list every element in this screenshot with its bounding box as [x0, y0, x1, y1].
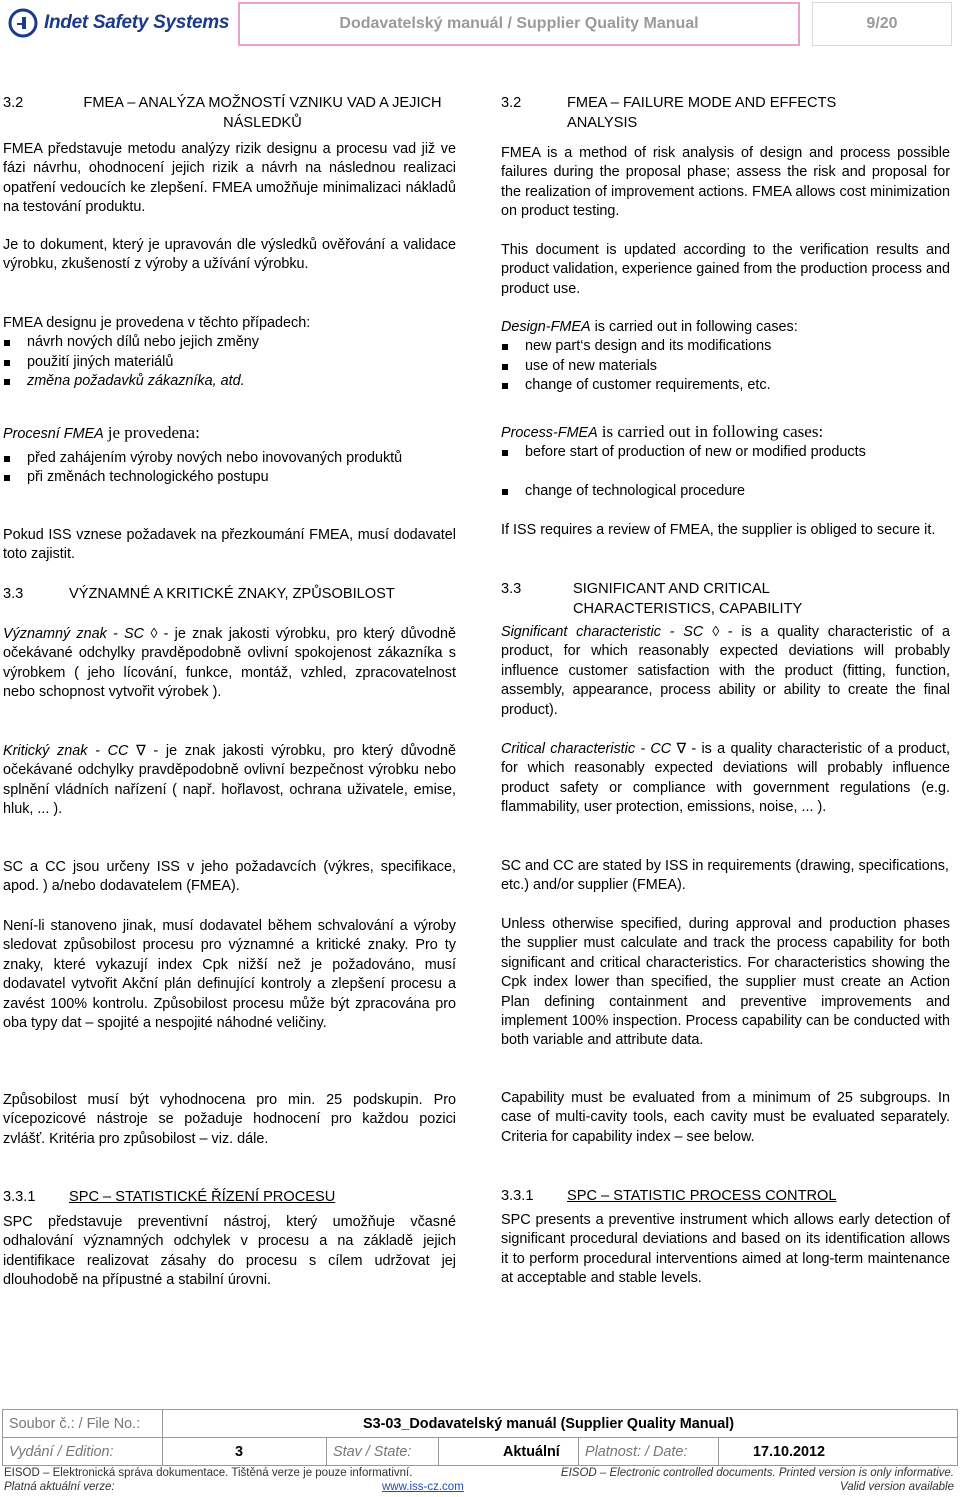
- process-fmea-list: [501, 443, 950, 502]
- paragraph-fmea-intro: FMEA představuje metodu analýzy rizik designu a procesu vad již ve fázi návrhu, ohodnocení jejich rizik a návrh na následnou realizaci opatření vedoucích ke zlepšení. FMEA umožňuje minimalizaci nákladů na testování produktu.: [3, 141, 456, 216]
- paragraph-document-update: This document is updated according to the verification results and product validation, experience gained from the production process and product use.: [501, 242, 950, 297]
- design-fmea-intro: FMEA designu je provedena v těchto případech:: [3, 315, 311, 331]
- paragraph-sc-cc-stated: SC a CC jsou určeny ISS v jeho požadavcích (výkres, specifikace, apod. ) a/nebo dodavatelem (FMEA).: [3, 859, 456, 895]
- design-fmea-list: [3, 333, 456, 391]
- paragraph-significant-characteristic: Significant characteristic - SC ◊ - is a quality characteristic of a product, for which reasonably expected deviations will probably influence customer satisfaction with the product (fitting, function, assembly, appearance, process ability or ability to create the final product).: [501, 624, 950, 718]
- section-3-3-heading: [3, 584, 456, 604]
- paragraph-iss-review: Pokud ISS vznese požadavek na přezkoumání FMEA, musí dodavatel toto zajistit.: [3, 527, 456, 563]
- section-title: VÝZNAMNÉ A KRITICKÉ ZNAKY, ZPŮSOBILOST: [69, 586, 395, 602]
- design-fmea-list: [501, 337, 950, 395]
- header-page-box: [812, 2, 952, 46]
- list-item: změna požadavků zákazníka, atd.: [3, 372, 456, 391]
- document-title: Dodavatelský manuál / Supplier Quality Manual: [339, 15, 699, 32]
- section-title: SIGNIFICANT AND CRITICAL CHARACTERISTICS, CAPABILITY: [573, 581, 803, 617]
- list-item: použití jiných materiálů: [3, 353, 456, 372]
- process-fmea-block: [3, 423, 456, 444]
- section-3-2-heading: [3, 93, 456, 133]
- file-label: Soubor č.: / File No.:: [3, 1410, 163, 1438]
- list-item: new part‘s design and its modifications: [501, 337, 950, 356]
- process-fmea-intro: Procesní FMEA je provedena:: [3, 423, 200, 442]
- file-value: S3-03_Dodavatelský manuál (Supplier Quality Manual): [163, 1410, 958, 1438]
- design-fmea-block: [501, 318, 950, 396]
- section-3-3-heading: [501, 579, 950, 619]
- paragraph-capability-tracking: Není-li stanoveno jinak, musí dodavatel během schvalování a výroby sledovat způsobilost procesu pro významné a kritické znaky. Pro ty znaky, které vykazují index Cpk nižší než je požadováno, musí dodavatel vytvořit Akční plán definující kontroly a zlepšení procesu a zavést 100% kontrolu. Způsobilost procesu může být zpracována pro oba typy dat – spojité a nespojité náhodné veličiny.: [3, 918, 456, 1032]
- list-item: before start of production of new or modified products: [501, 443, 950, 462]
- paragraph-critical-characteristic: Critical characteristic - CC ∇ - is a quality characteristic of a product, for which reasonably expected deviations will probably influence product safety or compliance with government regulations (e.g. flammability, user protection, emissions, noise, ... ).: [501, 741, 950, 816]
- edition-label: Vydání / Edition:: [3, 1438, 163, 1466]
- footer-note-english: EISOD – Electronic controlled documents. Printed version is only informative.: [560, 1467, 954, 1479]
- logo-text: Indet Safety Systems: [44, 12, 230, 33]
- paragraph-capability-tracking: Unless otherwise specified, during approval and production phases the supplier must calculate and track the process capability for both significant and critical characteristics. For characteristics showing the Cpk index lower than specified, the supplier must create an Action Plan defining containment and preventive improvements and implement 100% inspection. Process capability can be conducted with both variable and attribute data.: [501, 916, 950, 1049]
- paragraph-fmea-intro: FMEA is a method of risk analysis of design and process possible failures during the proposal phase; assess the risk and proposal for the realization of improvement actions. FMEA allows cost minimization on product testing.: [501, 145, 950, 220]
- section-3-2-heading: [501, 93, 950, 133]
- process-fmea-list: [3, 449, 423, 488]
- section-number: 3.3.1: [3, 1189, 36, 1205]
- paragraph-iss-review: If ISS requires a review of FMEA, the supplier is obliged to secure it.: [501, 522, 936, 538]
- page-number: 9/20: [866, 15, 898, 32]
- paragraph-capability-subgroups: Capability must be evaluated from a minimum of 25 subgroups. In case of multi-cavity tools, each cavity must be evaluated separately. Criteria for capability index – see below.: [501, 1090, 950, 1145]
- process-fmea-intro: Process-FMEA is carried out in following cases:: [501, 422, 824, 441]
- section-title: SPC – STATISTICKÉ ŘÍZENÍ PROCESU: [69, 1189, 336, 1205]
- paragraph-critical-characteristic: Kritický znak - CC ∇ - je znak jakosti výrobku, pro který důvodně očekávané odchylky pravděpodobně ovlivní bezpečnost výrobku nebo splnění vládních nařízení ( např. hořlavost, ochrana uživatele, emise, hluk, ... ).: [3, 743, 456, 818]
- company-logo: [2, 2, 232, 44]
- section-number: 3.2: [3, 95, 24, 111]
- section-number: 3.3: [3, 586, 24, 602]
- footer-table: [2, 1409, 958, 1466]
- footer-note-czech: EISOD – Elektronická správa dokumentace. Tištěná verze je pouze informativní.: [4, 1467, 413, 1479]
- state-value: Aktuální: [439, 1438, 579, 1466]
- paragraph-spc: SPC presents a preventive instrument which allows early detection of significant procedural deviations and based on its identification allows it to perform procedural interventions aimed at long-term maintenance at acceptable and stable levels.: [501, 1212, 950, 1287]
- section-3-3-1-heading: [501, 1186, 950, 1206]
- header-title-box: [238, 2, 800, 46]
- design-fmea-intro: Design-FMEA is carried out in following cases:: [501, 319, 798, 335]
- paragraph-significant-characteristic: Významný znak - SC ◊ - je znak jakosti výrobku, pro který důvodně očekávané odchylky pravděpodobně ovlivní spokojenost zákazníka s výrobkem ( jeho lícování, funkce, montáž, vzhled, zpracovatelnost nebo schopnost vytvořit výrobek ).: [3, 626, 456, 701]
- section-number: 3.3: [501, 581, 522, 597]
- section-number: 3.3.1: [501, 1188, 534, 1204]
- footer-valid-czech: Platná aktuální verze:: [4, 1481, 115, 1493]
- edition-value: 3: [163, 1438, 327, 1466]
- date-label: Platnost: / Date:: [579, 1438, 719, 1466]
- page-header: [2, 2, 952, 46]
- footer-link[interactable]: www.iss-cz.com: [382, 1481, 464, 1493]
- section-3-3-1-heading: [3, 1187, 456, 1207]
- design-fmea-block: [3, 314, 456, 392]
- section-number: 3.2: [501, 95, 522, 111]
- paragraph-capability-subgroups: Způsobilost musí být vyhodnocena pro min. 25 podskupin. Pro vícepozicové nástroje se požaduje hodnocení pro každou pozici zvlášť. Kritéria pro způsobilost – viz. dále.: [3, 1092, 456, 1147]
- paragraph-document-update: Je to dokument, který je upravován dle výsledků ověřování a validace výrobku, zkušeností z výroby a užívání výrobku.: [3, 237, 456, 273]
- logo-icon: [8, 8, 38, 38]
- section-title: FMEA – ANALÝZA MOŽNOSTÍ VZNIKU VAD A JEJICH NÁSLEDKŮ: [83, 95, 442, 131]
- section-title: SPC – STATISTIC PROCESS CONTROL: [567, 1188, 837, 1204]
- list-item: change of technological procedure: [501, 482, 950, 501]
- footer-valid-english: Valid version available: [839, 1481, 954, 1493]
- process-fmea-block: [501, 422, 950, 443]
- list-item: před zahájením výroby nových nebo inovovaných produktů: [3, 449, 423, 468]
- list-item: návrh nových dílů nebo jejich změny: [3, 333, 456, 352]
- date-value: 17.10.2012: [719, 1438, 958, 1466]
- list-item: při změnách technologického postupu: [3, 468, 423, 487]
- paragraph-spc: SPC představuje preventivní nástroj, který umožňuje včasné odhalování významných odchylek v procesu a na základě jejich identifikace realizovat zásahy do procesu s cílem udržovat jej dlouhodobě na přípustné a stabilní úrovni.: [3, 1214, 456, 1289]
- state-label: Stav / State:: [327, 1438, 439, 1466]
- list-item: change of customer requirements, etc.: [501, 376, 950, 395]
- section-title: FMEA – FAILURE MODE AND EFFECTS ANALYSIS: [567, 95, 837, 131]
- list-item: use of new materials: [501, 357, 950, 376]
- paragraph-sc-cc-stated: SC and CC are stated by ISS in requirements (drawing, specifications, etc.) and/or supplier (FMEA).: [501, 858, 949, 894]
